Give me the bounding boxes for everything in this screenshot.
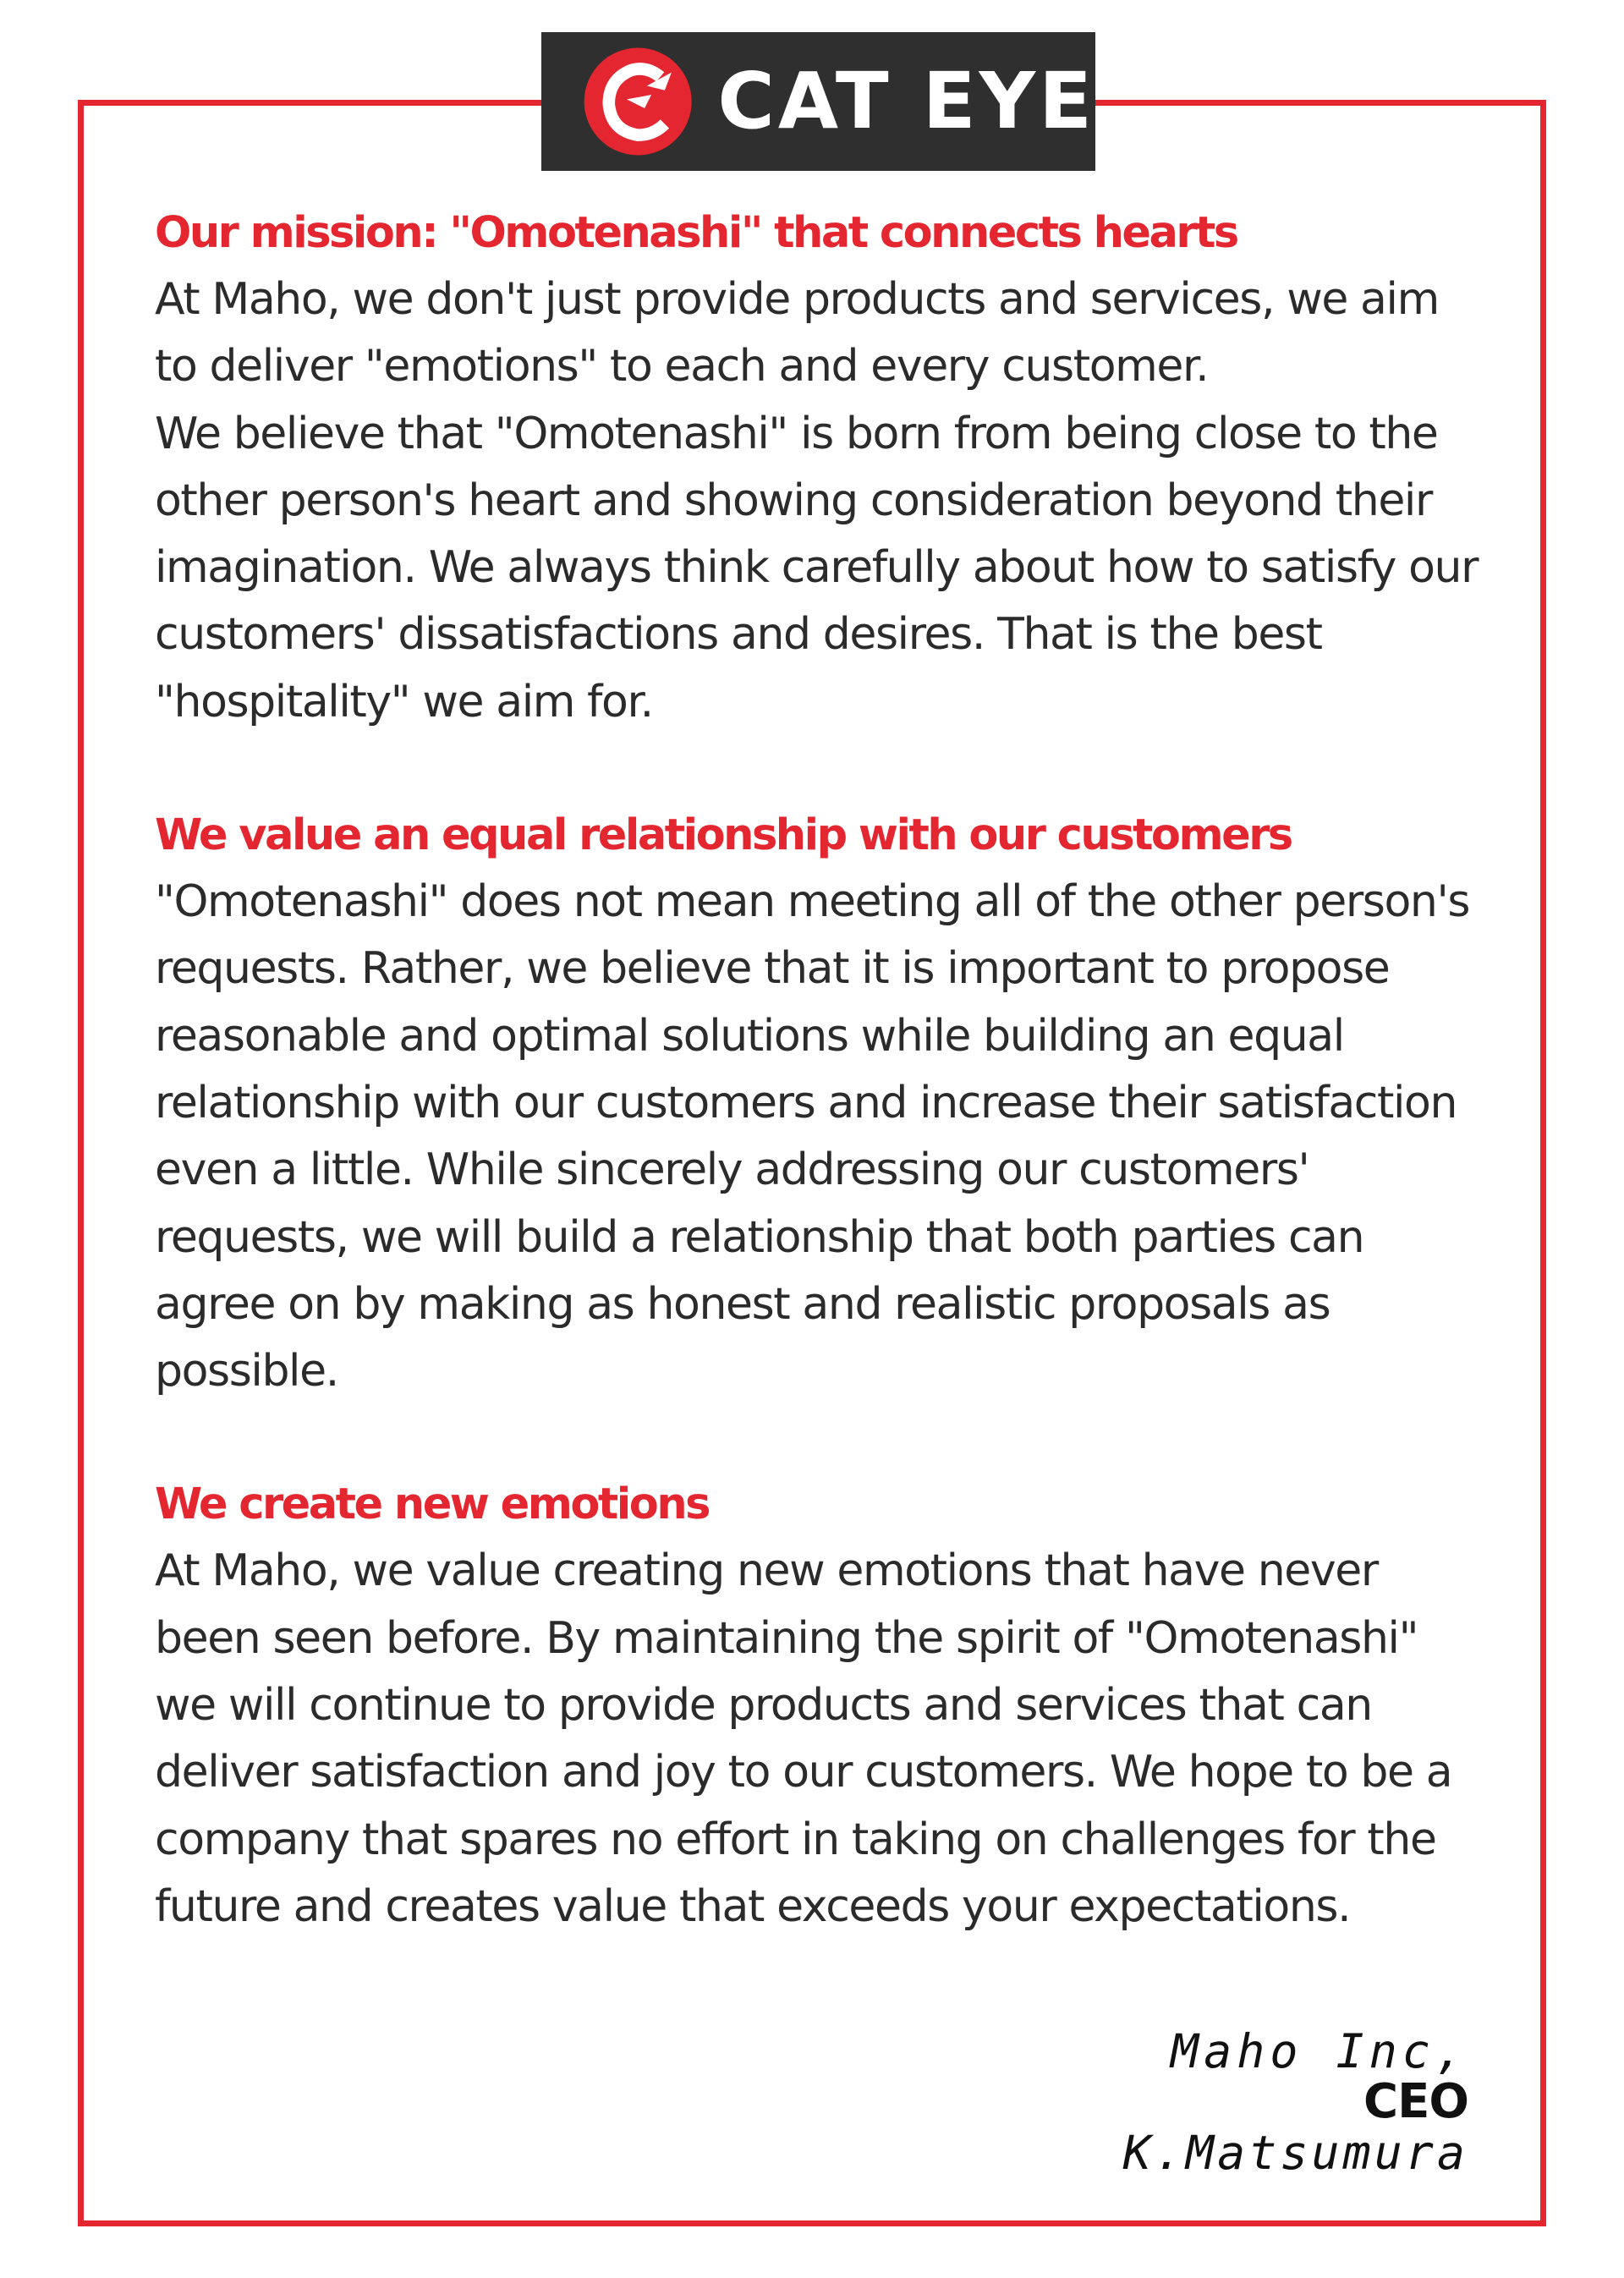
text-line: to deliver "emotions" to each and every customer. xyxy=(155,341,1209,392)
text-line: "Omotenashi" does not mean meeting all of the other person's xyxy=(155,876,1470,928)
text-line: At Maho, we don't just provide products and services, we aim xyxy=(155,274,1439,325)
text-line: At Maho, we value creating new emotions that have never xyxy=(155,1545,1378,1597)
text-line: customers' dissatisfactions and desires. That is the best xyxy=(155,609,1322,661)
signature-title: CEO xyxy=(1363,2074,1468,2129)
section-mission xyxy=(155,200,1525,736)
text-line: company that spares no effort in taking on challenges for the xyxy=(155,1814,1436,1865)
text-line: other person's heart and showing consideration beyond their xyxy=(155,475,1432,526)
section-heading: Our mission: "Omotenashi" that connects hearts xyxy=(155,208,1237,258)
section-paragraph xyxy=(155,266,1525,736)
text-line: been seen before. By maintaining the spirit of "Omotenashi" xyxy=(155,1612,1418,1664)
document-body xyxy=(155,200,1525,1940)
section-paragraph xyxy=(155,1538,1525,1940)
text-line: future and creates value that exceeds your expectations. xyxy=(155,1880,1351,1932)
section-equal-relationship xyxy=(155,802,1525,1405)
text-line: "hospitality" we aim for. xyxy=(155,676,653,727)
signature-name: K.Matsumura xyxy=(1122,2126,1468,2180)
text-line: relationship with our customers and increase their satisfaction xyxy=(155,1077,1457,1128)
text-line: imagination. We always think carefully about how to satisfy our xyxy=(155,542,1479,594)
text-line: requests, we will build a relationship that both parties can xyxy=(155,1211,1364,1263)
text-line: even a little. While sincerely addressing our customers' xyxy=(155,1144,1309,1196)
section-paragraph xyxy=(155,869,1525,1405)
section-new-emotions xyxy=(155,1471,1525,1940)
section-heading: We value an equal relationship with our customers xyxy=(155,810,1292,861)
c-letter-logo-icon xyxy=(582,45,694,158)
section-heading: We create new emotions xyxy=(155,1479,709,1530)
brand-name: CAT EYE xyxy=(717,56,1095,146)
text-line: agree on by making as honest and realistic proposals as xyxy=(155,1278,1330,1330)
text-line: deliver satisfaction and joy to our customers. We hope to be a xyxy=(155,1747,1452,1798)
text-line: reasonable and optimal solutions while building an equal xyxy=(155,1010,1344,1062)
text-line: requests. Rather, we believe that it is important to propose xyxy=(155,943,1390,995)
brand-logo xyxy=(541,32,1095,171)
signature-company: Maho Inc, xyxy=(1170,2024,1468,2078)
text-line: we will continue to provide products and services that can xyxy=(155,1680,1372,1732)
signature-block xyxy=(1123,2026,1468,2178)
text-line: possible. xyxy=(155,1346,338,1397)
text-line: We believe that "Omotenashi" is born from being close to the xyxy=(155,408,1438,459)
